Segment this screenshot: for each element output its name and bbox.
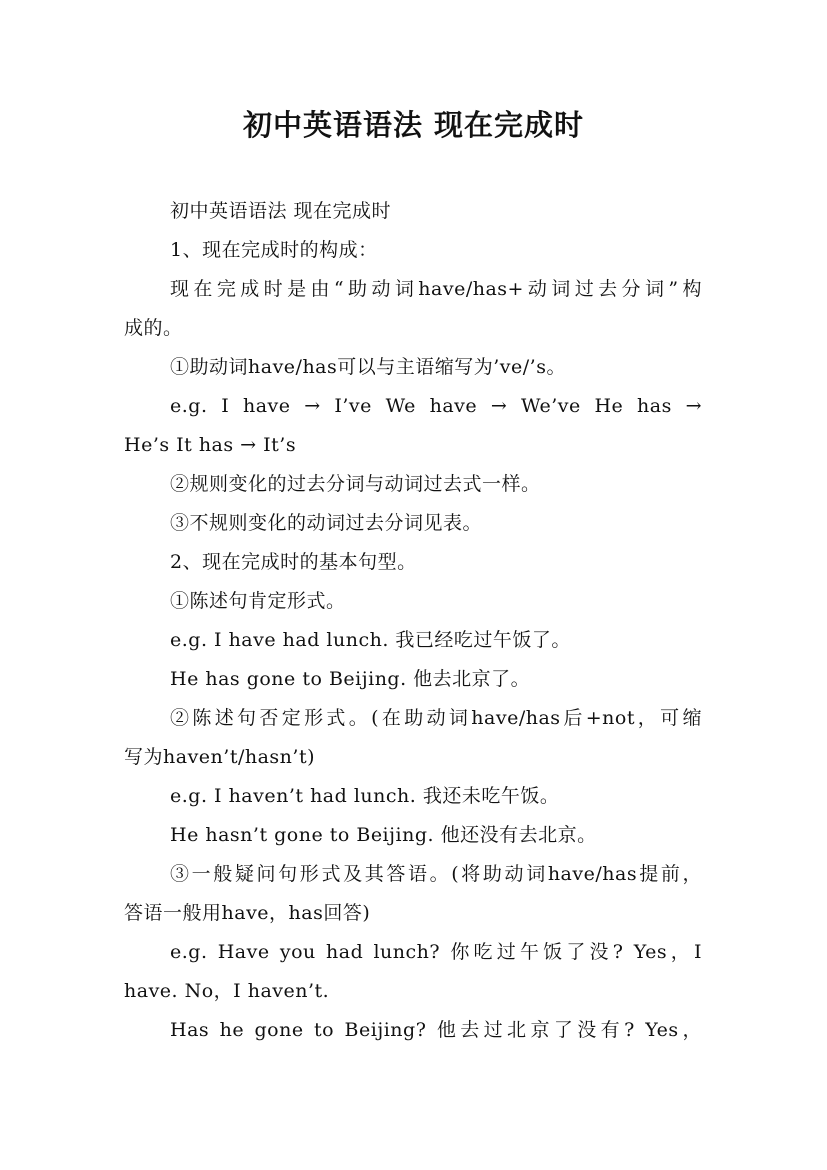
paragraph-line: ①助动词have/has可以与主语缩写为’ve/’s。: [170, 356, 566, 378]
paragraph-line: 2、现在完成时的基本句型。: [170, 551, 417, 573]
paragraph-line: He hasn’t gone to Beijing. 他还没有去北京。: [170, 824, 597, 846]
paragraph-line: e.g. Have you had lunch? 你吃过午饭了没? Yes，I: [170, 941, 702, 963]
paragraph-line: e.g. I have had lunch. 我已经吃过午饭了。: [170, 629, 571, 651]
paragraph-line: ②陈述句否定形式。(在助动词have/has后+not，可缩: [170, 707, 702, 729]
paragraph-line: He’s It has → It’s: [124, 434, 297, 456]
paragraph-line: e.g. I haven’t had lunch. 我还未吃午饭。: [170, 785, 560, 807]
paragraph-line: 现在完成时是由“助动词have/has+动词过去分词”构: [170, 278, 702, 300]
paragraph-line: 初中英语语法 现在完成时: [170, 200, 392, 222]
paragraph-line: ③一般疑问句形式及其答语。(将助动词have/has提前，: [170, 863, 702, 885]
paragraph-line: ②规则变化的过去分词与动词过去式一样。: [170, 473, 541, 495]
paragraph-line: e.g. I have → I’ve We have → We’ve He has →: [170, 395, 702, 417]
paragraph-line: 写为haven’t/hasn’t): [124, 746, 315, 768]
page-title: 初中英语语法 现在完成时: [242, 108, 585, 142]
paragraph-line: 成的。: [124, 317, 183, 339]
paragraph-line: 答语一般用have，has回答): [124, 902, 371, 924]
paragraph-line: have. No，I haven’t.: [124, 980, 330, 1002]
paragraph-line: He has gone to Beijing. 他去北京了。: [170, 668, 531, 690]
paragraph-line: Has he gone to Beijing? 他去过北京了没有? Yes，: [170, 1019, 702, 1041]
paragraph-line: 1、现在完成时的构成：: [170, 239, 378, 261]
paragraph-line: ①陈述句肯定形式。: [170, 590, 346, 612]
paragraph-line: ③不规则变化的动词过去分词见表。: [170, 512, 483, 534]
